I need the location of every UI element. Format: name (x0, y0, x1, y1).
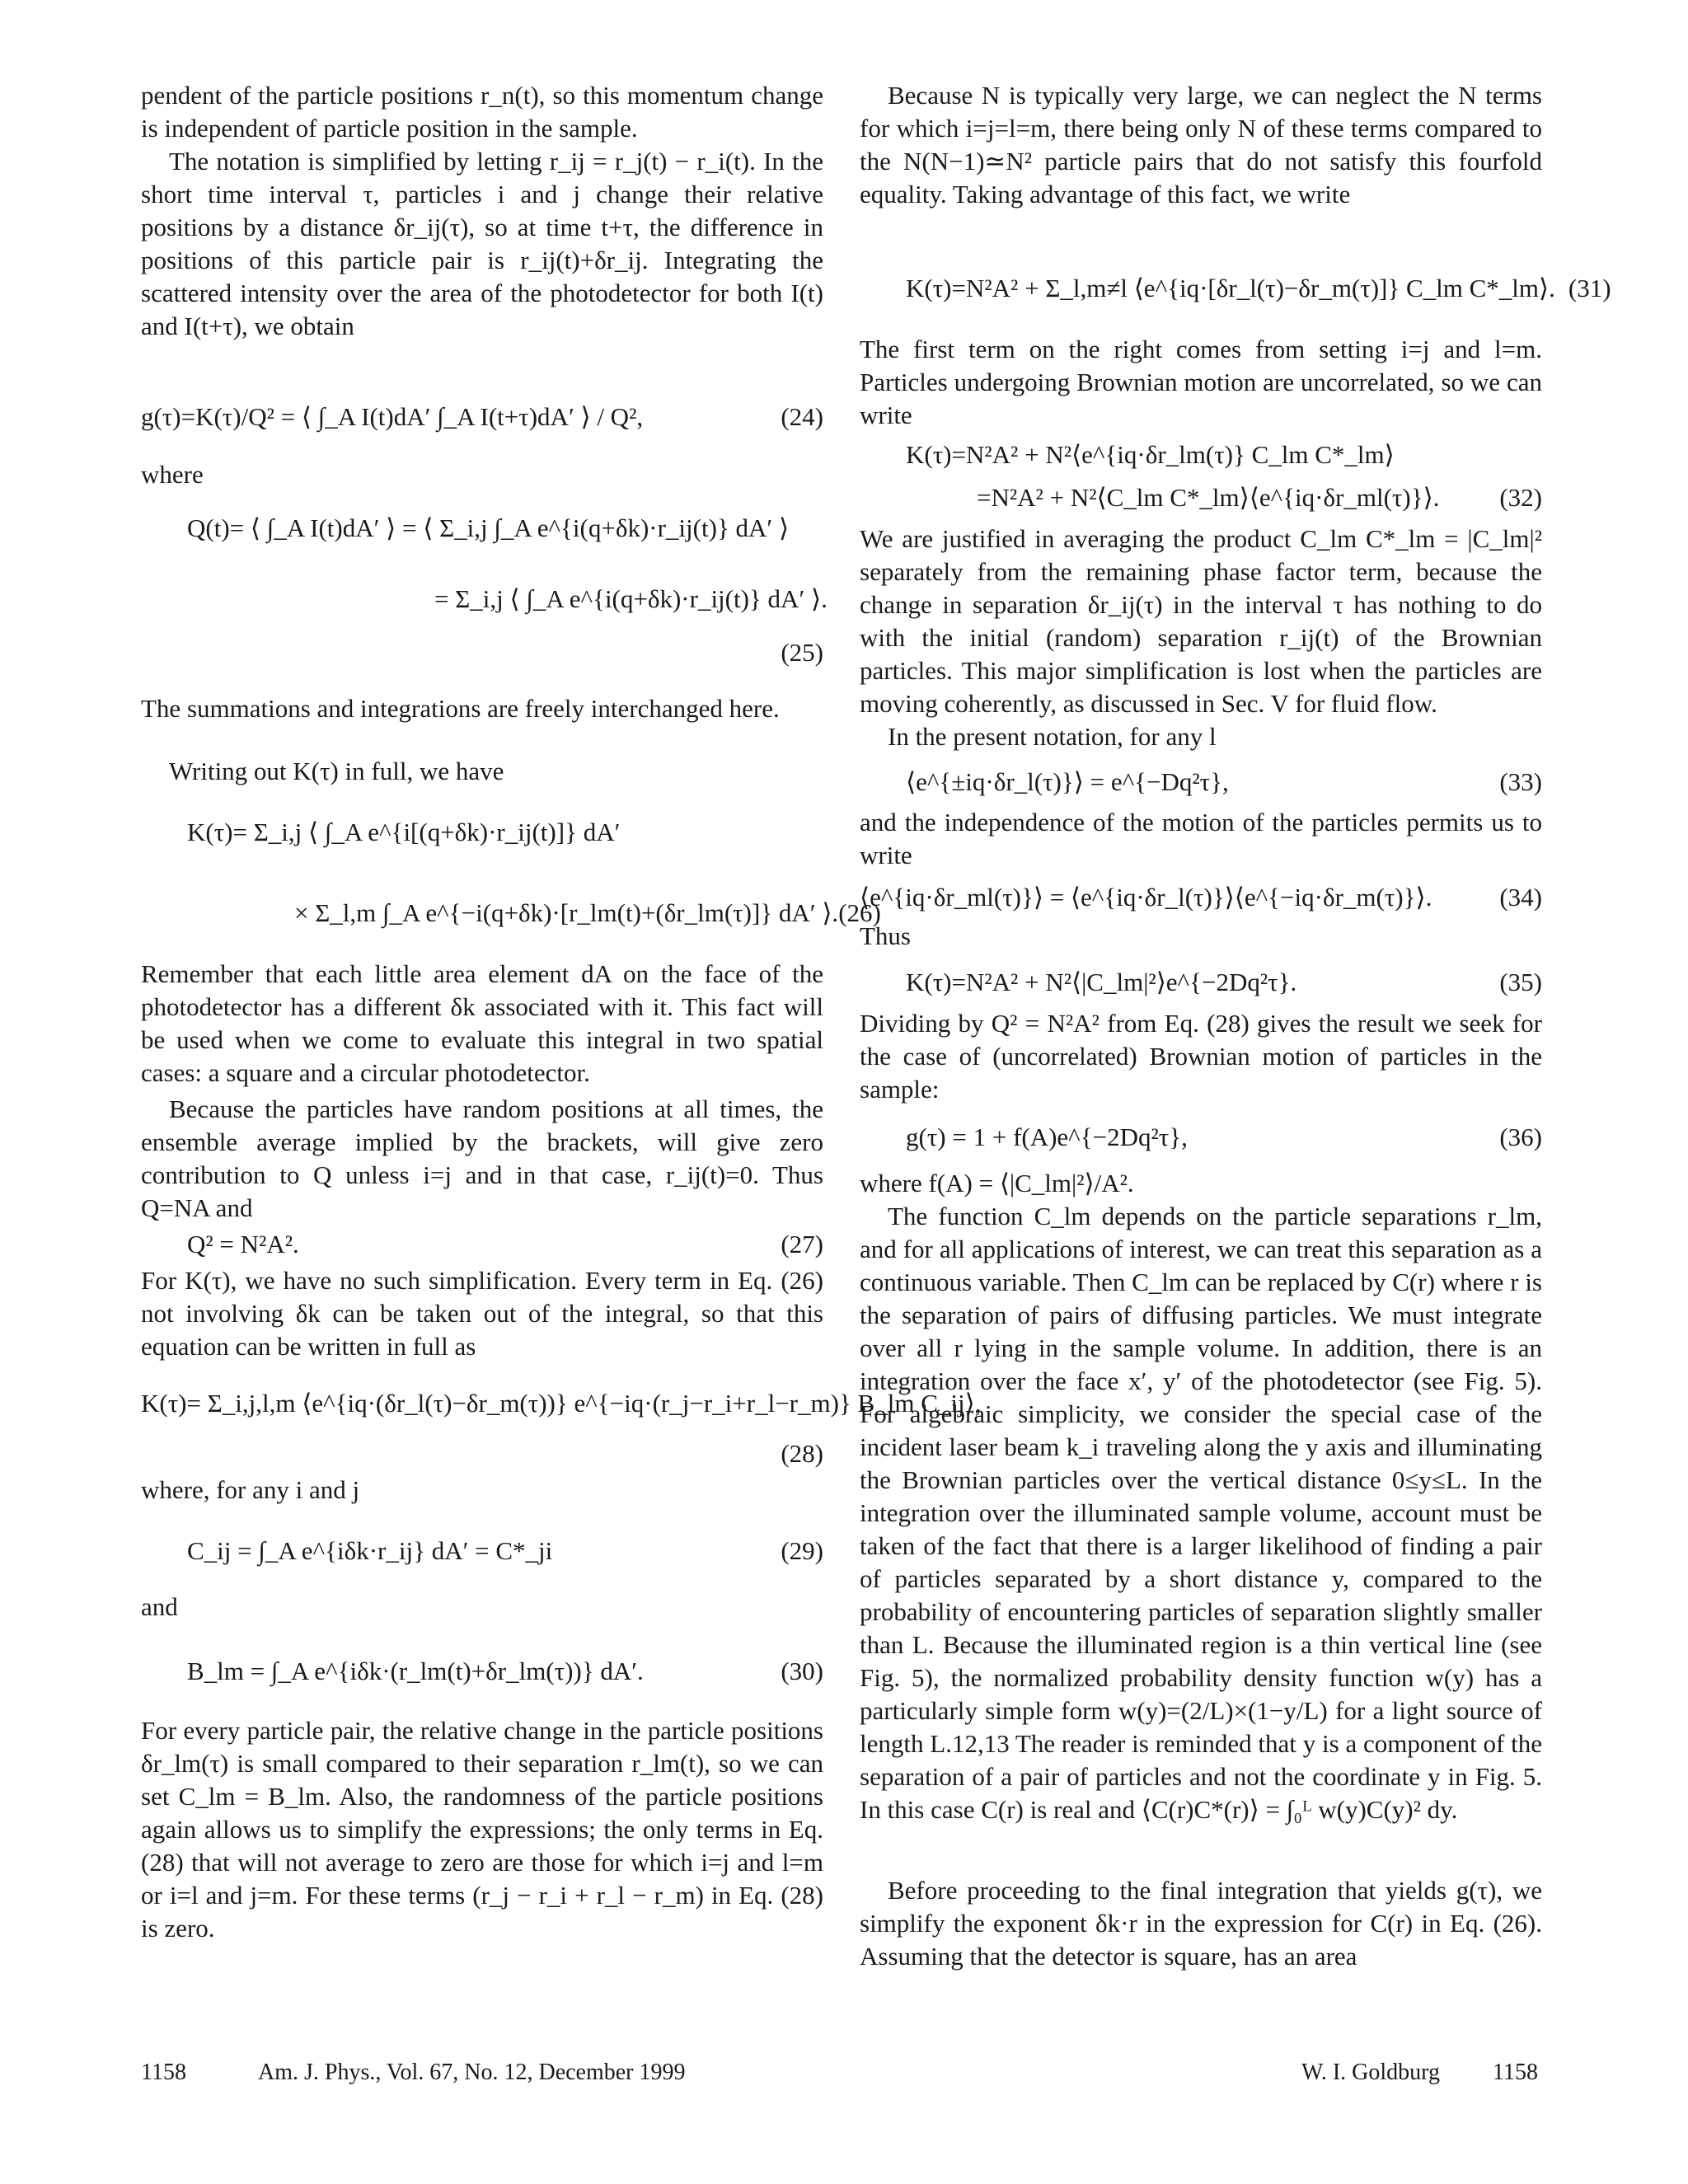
paragraph: The summations and integrations are freely interchanged here. (141, 694, 780, 723)
left-column (141, 79, 982, 1945)
paragraph: where f(A) = ⟨|C_lm|²⟩/A². (860, 1169, 1134, 1197)
paragraph: For K(τ), we have no such simplification. Every term in Eq. (26) not involving δk can be taken out of the integral, so that this equation can be written in full as (141, 1266, 823, 1361)
equation-32: K(τ)=N²A² + N²⟨e^{iq·δr_lm(τ)} C_lm C*_lm⟩ =N²A² + N²⟨C_lm C*_lm⟩⟨e^{iq·δr_ml(τ)}⟩. (32) (906, 440, 1542, 512)
paragraph: Writing out K(τ) in full, we have (169, 757, 504, 785)
paragraph: where, for any i and j (141, 1475, 360, 1504)
paragraph: Dividing by Q² = N²A² from Eq. (28) gives the result we seek for the case of (uncorrelated) Brownian motion of particles in the sample: (860, 1009, 1542, 1104)
paragraph: Thus (860, 921, 911, 950)
equation-26: K(τ)= Σ_i,j ⟨ ∫_A e^{i[(q+δk)·r_ij(t)]} dA′ × Σ_l,m ∫_A e^{−i(q+δk)·[r_lm(t)+(δr_lm(τ)]} dA′ ⟩. (26) (187, 818, 881, 927)
equation-31: K(τ)=N²A² + Σ_l,m≠l ⟨e^{iq·[δr_l(τ)−δr_m(τ)]} C_lm C*_lm⟩. (31) (906, 274, 1611, 302)
equation-34: ⟨e^{iq·δr_ml(τ)}⟩ = ⟨e^{iq·δr_l(τ)}⟩⟨e^{−iq·δr_m(τ)}⟩. (34) (860, 883, 1542, 912)
equation-33: ⟨e^{±iq·δr_l(τ)}⟩ = e^{−Dq²τ}, (33) (906, 767, 1542, 796)
paragraph: and (141, 1592, 178, 1621)
paragraph: Remember that each little area element dA on the face of the photodetector has a different δk associated with it. This fact will be used when we come to evaluate this integral in two spatial cases: a square and a circular photodetector. (141, 959, 823, 1087)
right-column (860, 79, 1611, 1973)
equation-29: C_ij = ∫_A e^{iδk·r_ij} dA′ = C*_ji (29) (187, 1536, 823, 1565)
equation-36: g(τ) = 1 + f(A)e^{−2Dq²τ}, (36) (906, 1122, 1542, 1151)
paragraph: and the independence of the motion of the particles permits us to write (860, 808, 1542, 869)
paragraph: The first term on the right comes from setting i=j and l=m. Particles undergoing Brownian motion are uncorrelated, so we can write (860, 335, 1542, 429)
paragraph: For every particle pair, the relative change in the particle positions δr_lm(τ) is small compared to their separation r_lm(t), so we can set C_lm = B_lm. Also, the randomness of the particle positions again allows us to simplify the expressions; the only terms in Eq. (28) that will not average to zero are those for which i=j and l=m or i=l and j=m. For these terms (r_j − r_i + r_l − r_m) in Eq. (28) is zero. (141, 1716, 823, 1943)
paragraph: Because N is typically very large, we can neglect the N terms for which i=j=l=m, there being only N of these terms compared to the N(N−1)≃N² particle pairs that do not satisfy this fourfold equality. Taking advantage of this fact, we write (860, 81, 1542, 209)
paragraph: In the present notation, for any l (888, 722, 1217, 751)
equation-30: B_lm = ∫_A e^{iδk·(r_lm(t)+δr_lm(τ))} dA′. (30) (187, 1657, 823, 1685)
paragraph: Before proceeding to the final integration that yields g(τ), we simplify the exponent δk·r in the expression for C(r) in Eq. (26). Assuming that the detector is square, has an area (860, 1876, 1542, 1971)
equation-28: K(τ)= Σ_i,j,l,m ⟨e^{iq·(δr_l(τ)−δr_m(τ))} e^{−iq·(r_j−r_i+r_l−r_m)} B_lm C_ij⟩, (28) (141, 1389, 982, 1468)
journal-citation: Am. J. Phys., Vol. 67, No. 12, December 1999 (258, 2060, 686, 2085)
paragraph: where (141, 460, 204, 489)
page-number-right: 1158 (1493, 2060, 1538, 2085)
author-name: W. I. Goldburg (1301, 2060, 1440, 2085)
paragraph: We are justified in averaging the product C_lm C*_lm = |C_lm|² separately from the remaining phase factor term, because the change in separation δr_ij(τ) in the interval τ has nothing to do with the initial (random) separation r_ij(t) of the Brownian particles. This major simplification is lost when the particles are moving coherently, as discussed in Sec. V for fluid flow. (860, 524, 1542, 718)
equation-27: Q² = N²A². (27) (187, 1230, 823, 1258)
page-number-left: 1158 (141, 2060, 186, 2085)
equation-24: g(τ)=K(τ)/Q² = ⟨ ∫_A I(t)dA′ ∫_A I(t+τ)dA′ ⟩ / Q², (24) (141, 402, 823, 431)
paragraph: pendent of the particle positions r_n(t), so this momentum change is independent of particle position in the sample. (141, 81, 823, 143)
paragraph: The function C_lm depends on the particle separations r_lm, and for all applications of interest, we can treat this separation as a continuous variable. Then C_lm can be replaced by C(r) where r is the separation of pairs of diffusing particles. We must integrate over all r lying in the sample volume. In addition, there is an integration over the face x′, y′ of the photodetector (see Fig. 5). For algebraic simplicity, we consider the special case of the incident laser beam k_i traveling along the y axis and illuminating the Brownian particles over the vertical distance 0≤y≤L. In the integration over the illuminated sample volume, account must be taken of the fact that there is a larger likelihood of finding a pair of particles separated by a short distance y, compared to the probability of encountering particles of separation slightly smaller than L. Because the illuminated region is a thin vertical line (see Fig. 5), the normalized probability density function w(y) has a particularly simple form w(y)=(2/L)×(1−y/L) for a light source of length L.12,13 The reader is reminded that y is a component of the separation of a pair of particles and not the coordinate y in Fig. 5. In this case C(r) is real and ⟨C(r)C*(r)⟩ = ∫₀ᴸ w(y)C(y)² dy. (860, 1202, 1542, 1824)
equation-25: Q(t)= ⟨ ∫_A I(t)dA′ ⟩ = ⟨ Σ_i,j ∫_A e^{i(q+δk)·r_ij(t)} dA′ ⟩ = Σ_i,j ⟨ ∫_A e^{i(q+δk)·r_ij(t)} dA′ ⟩. (25) (187, 513, 828, 667)
paragraph: Because the particles have random positions at all times, the ensemble average implied by the brackets, will give zero contribution to Q unless i=j and in that case, r_ij(t)=0. Thus Q=NA and (141, 1094, 823, 1222)
equation-35: K(τ)=N²A² + N²⟨|C_lm|²⟩e^{−2Dq²τ}. (35) (906, 968, 1542, 996)
paragraph: The notation is simplified by letting r_ij = r_j(t) − r_i(t). In the short time interval τ, particles i and j change their relative positions by a distance δr_ij(τ), so at time t+τ, the difference in positions of this particle pair is r_ij(t)+δr_ij. Integrating the scattered intensity over the area of the photodetector for both I(t) and I(t+τ), we obtain (141, 147, 823, 340)
